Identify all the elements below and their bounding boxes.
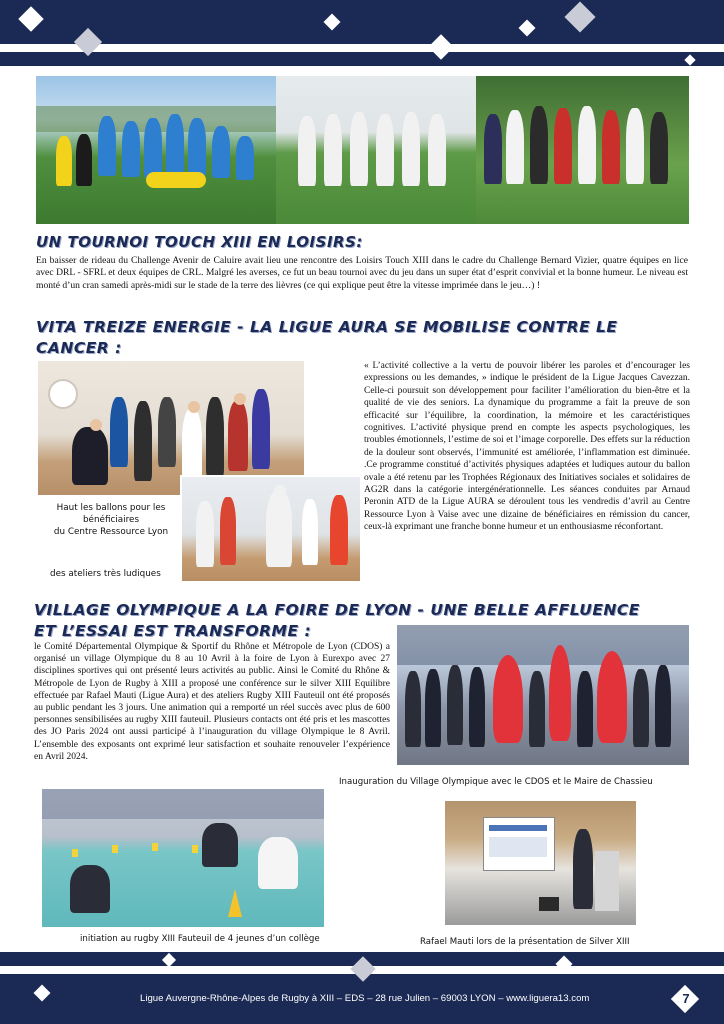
section3-text: le Comité Départemental Olympique & Sportif du Rhône et Métropole de Lyon (CDOS) a organisé un village Olympique du 8 au 10 Avril à la foire de Lyon à Eurexpo avec 27 disciplines sportives qui ont présenté leurs activités au public. Ainsi le Comité du Rhône & Métropole de Lyon de Rugby à XIII a proposé une conférence sur le silver XIII Equilibre effectuée par Rafael Mauti (Ligue Aura) et des ateliers Rugby XIII Fauteuil ont été proposés au public pendant les 3 jours. Une animation qui a remporté un réel succès avec plus de 600 personnes sensibilisées au rugby XIII fauteuil. Plusieurs contacts ont été pris et les mascottes des JO Paris 2024 ont aussi participé à l’inauguration du village Olympique le 8 Avril. L’ensemble des exposants ont exprimé leur satisfaction et souhaite renouveler l’expérience en Avril 2024. [34, 642, 390, 762]
touch-team-photo-2 [276, 76, 476, 224]
mauti-caption: Rafael Mauti lors de la présentation de Silver XIII [420, 937, 630, 947]
vita-caption-line2: bénéficiaires [82, 515, 140, 525]
inauguration-caption: Inauguration du Village Olympique avec le CDOS et le Maire de Chassieu [339, 777, 653, 787]
touch-team-photo-1 [36, 76, 276, 224]
vita-caption-line3: du Centre Ressource Lyon [53, 527, 169, 537]
vita-caption-line1: Haut les ballons pour les [56, 503, 166, 513]
vita-caption-ateliers: des ateliers très ludiques [50, 569, 161, 579]
touch-team-photo-3 [476, 76, 689, 224]
section2-title-line1: VITA TREIZE ENERGIE - LA LIGUE AURA SE MOBILISE CONTRE LE [36, 318, 618, 336]
inauguration-photo [397, 625, 689, 765]
section1-text: En baisser de rideau du Challenge Avenir de Caluire avait lieu une rencontre des Loisirs Touch XIII dans le cadre du Challenge Bernard Vizier, quatre équipes en lice avec DRL - SFRL et deux équipes de CRL. Malgré les averses, ce fut un beau tournoi avec du jeu dans un super état d’esprit convivial et la bonne humeur. Le niveau est monté d’un cran samedi après-midi sur le stade de la terre des lièvres (ce qui explique peut être la vitesse imprimée dans le jeu…) ! [36, 255, 688, 291]
vita-treize-ateliers-photo [180, 475, 362, 583]
footer-address: Ligue Auvergne-Rhône-Alpes de Rugby à XIII – EDS – 28 rue Julien – 69003 LYON – www.liguera13.com [140, 993, 590, 1004]
header-band-lower [0, 52, 724, 66]
fauteuil-caption: initiation au rugby XIII Fauteuil de 4 jeunes d’un collège [80, 934, 320, 944]
header-stripe-light [0, 44, 724, 52]
header-band [0, 0, 724, 44]
page-number: 7 [682, 991, 690, 1006]
section3-title-line2: ET L’ESSAI EST TRANSFORME : [34, 622, 312, 640]
section2-title-line2: CANCER : [36, 339, 122, 357]
section2-text: « L’activité collective a la vertu de pouvoir libérer les paroles et d’encourager les expressions ou les demandes, » indique le président de la Ligue Jacques Cavezzan. Celle-ci poursuit son développement pour faciliter l’amélioration du bien-être et la qualité de vie des seniors. La dynamique du programme a fait la preuve de son efficacité sur l’équilibre, la coordination, la mémoire et les caractéristiques cognitives. L’activité physique prend en compte les aspects psychologiques, les troubles émotionnels, l’estime de soi et l’image corporelle. Des effets sur la réduction de la douleur sont observés, l’immunité est améliorée, l’inflammation est diminuée. .Ce programme constitué d’activités physiques adaptées et ludiques autour du ballon ovale a été retenu par les Trophées Régionaux des Initiatives sociales et solidaires de AG2R dans la catégorie intergénérationnelle. Les séances conduites par Arnaud Peronin ATD de la Ligue AURA se déroulent tous les vendredis d’avril au Centre Ressource Lyon à Vaise avec une dizaine de bénéficiaires en rémission du cancer, ceux-là exprimant une franche bonne humeur et un enthousiasme réconfortant. [364, 361, 690, 533]
section1-title: UN TOURNOI TOUCH XIII EN LOISIRS: [36, 233, 363, 251]
rugby-fauteuil-photo [42, 789, 324, 927]
section3-title-line1: VILLAGE OLYMPIQUE A LA FOIRE DE LYON - UNE BELLE AFFLUENCE [34, 601, 640, 619]
silver-xiii-presentation-photo [445, 801, 636, 925]
